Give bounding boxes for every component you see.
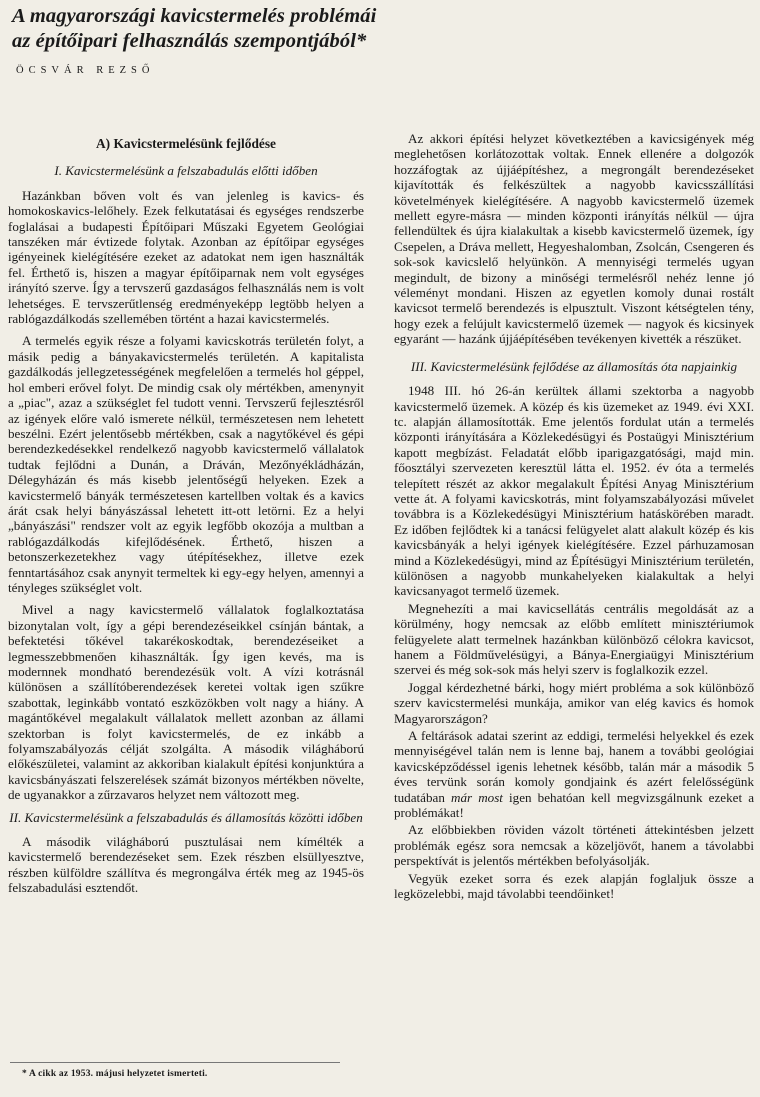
- paragraph: Mivel a nagy kavicstermelő vállalatok foglalkoztatása bizonytalan volt, így a gépi berendezéseikkel csínján bántak, a befektetési tőkével takarékoskodtak, berendezéseiket a legmesszebbmenően kihasználták. Így igen kevés, ma is modernnek mondható berendezésük volt. A vízi kotrásnál különösen a szállítóberendezések keretei voltak igen szűkre szabottak, leginkább vontató eszközökben volt nagy a hiány. A magántőkével megalakult vállalatok mellett azonban az állami szektorban is folyt kavicstermelés, de ez inkább a folyamszabályozás célját szolgálta. A második világháború előkészületei, valamint az akkoriban kialakult építési konjunktúra a kavicsbányászati felszerelések számát bizonyos mértékben növelte, de ugyanakkor a zűrzavaros helyzet nem változott meg.: [8, 602, 364, 803]
- paragraph-text: A feltárások adatai szerint az eddigi, termelési helyekkel és ezek mennyiségével talán nem is lenne baj, hanem a további geológiai kavicsképződéssel igenis lehetnek később, talán már a második 5 éves tervünk során komoly gondjaink és azért felelősségünk tudatában: [394, 728, 754, 805]
- title-line-1: A magyarországi kavicstermelés problémái: [12, 5, 377, 27]
- subheading-2: II. Kavicstermelésünk a felszabadulás és államosítás közötti időben: [9, 809, 363, 825]
- section-a-heading: A) Kavicstermelésünk fejlődése: [96, 136, 276, 151]
- paragraph: Az akkori építési helyzet következtében a kavicsigények még meglehetősen korlátozottak voltak. Ennek ellenére a dolgozók hozzáfogtak az újjáépítéshez, a megrongált berendezéseket kijavították és felkészültek a nagyobb kavicsszállítási követelmények kielégítésére. A nagyobb kavicstermelő üzemek mellett egyre-másra — minden központi irányítás nélkül — újra fellendültek és újra kialakultak a kisebb kavicstermelő üzemek, így Csepelen, a Dráva mellett, Hegyeshalomban, Zsolcán, Csengeren és sok-sok kavicslelő helyünkön. A mennyiségi termelés ugyan megindult, de bizony a minőségi termelésről nehéz lenne jó véleményt mondani. Hiszen az egyetlen komoly dunai rostált kavicsot termelő berendezés is elpusztult. Viszont kétségtelen tény, hogy ezek a felújult kavicstermelő üzemek — nagyok és kicsinyek egyaránt — hazánk újjáépítésében tevékenyen kivették a részüket.: [394, 131, 754, 347]
- paragraph: Hazánkban bőven volt és van jelenleg is kavics- és homokoskavics-lelőhely. Ezek felkutatásai és egységes rendszerbe foglalásai a budapesti Építőipari Műszaki Egyetem Geológiai tanszéken már évtizede folytak. Azonban az építőipar egységes igényeinek kielégítésére ezeket az adatokat nem igen használták fel. Érthető is, hiszen a magyar építőiparnak nem volt egységes irányító szerve. Így a tervszerű gazdaságos felhasználás nem is volt lehetséges. E tervszerűtlenség eredményeképp legtöbb helyen a rablógazdálkodás szellemében történt a hazai kavicstermelés.: [8, 187, 364, 327]
- title-line-2: az építőipari felhasználás szempontjából*: [12, 30, 367, 52]
- author-name: ÖCSVÁR REZSŐ: [16, 65, 155, 76]
- paragraph: A termelés egyik része a folyami kavicskotrás területén folyt, a másik pedig a bányakavicstermelés területén. A kapitalista gazdálkodás jellegzetességének megfelelően a termelés hol géppel, hol emberi erővel folyt. De mindig csak oly mértékben, amenynyit a „piac", azaz a szükséglet fel tudott venni. Tervszerű fejlesztésről az igények előre való ismerete nélkül, természetesen nem lehetett beszélni. Ezért jelentősebb mértékben, csak a nagytőkével és gépi berendezkedésekkel rendelkező nagyobb kavicstermelő vállalatok tudtak fejlődni a Dunán, a Dráván, Mezőnyékládházán, Délegyházán és más kisebb jelentőségű helyeken. Ezek a kavicstermelő bányák természetesen kartellben voltak és a kavics árát csak helyi bányászással lehetett itt-ott letörni. Ez a helyi „bányászási" rendszer volt az egyik legfőbb okozója a multban a rablógazdálkodás kifejlődésének. Érthető, hiszen a betonszerkezetekhez vagy útépítésekhez, illetve ezek fenntartásához csak anynyit termeltek ki egy-egy helyen, amennyi a tényleges szükséglet volt.: [8, 333, 364, 595]
- paragraph: Vegyük ezeket sorra és ezek alapján foglaljuk össze a legközelebbi, majd távolabbi teendőinket!: [394, 870, 754, 902]
- paragraph: 1948 III. hó 26-án kerültek állami szektorba a nagyobb kavicstermelő üzemek. A közép és kis üzemeket az 1949. évi XXI. tc. alapján államosították. Eme jelentős fordulat után a termelés központi irányítására a Közlekedésügyi és Postaügyi Minisztérium kapott megbízást. Feladatát előbb iparigazgatósági, majd min. főosztályi szervezeten keresztül látta el. 1952. év óta a termelés telepített részét az akkor megalakult Építési Anyag Minisztérium vette át. A folyami kavicskotrás, mint folyamszabályozási művelet továbbra is a Közlekedésügyi Minisztérium hatáskörében maradt. Ez időben fejlődtek ki a tanácsi felügyelet alatt alakult közép és kis kavicsbányák a helyi igények kielégítésére. Ezzel párhuzamosan mind a Közlekedésügyi, mind az Építésügyi Minisztérium területén, különösen a nagyobb munkahelyeken kialakultak a helyi kavicsanyagot termelő üzemek.: [394, 383, 754, 599]
- paragraph: Az előbbiekben röviden vázolt történeti áttekintésben jelzett problémák egész sora nemcsak a közeljövőt, hanem a távolabbi perspektívát is jelentős mértékben befolyásolják.: [394, 822, 754, 869]
- paragraph: A második világháború pusztulásai nem kímélték a kavicstermelő berendezéseket sem. Ezek részben elsüllyesztve, részben külföldre szállítva és megrongálva érték meg az 1945-ös felszabadulási esztendőt.: [8, 834, 364, 896]
- left-column: [8, 130, 364, 896]
- emphasis-text: már most: [451, 789, 503, 805]
- paragraph: Joggal kérdezhetné bárki, hogy miért probléma a sok különböző szerv kavicstermelési munkája, amikor van elég kavics és homok Magyarországon?: [394, 679, 754, 726]
- footnote: * A cikk az 1953. májusi helyzetet ismerteti.: [22, 1069, 208, 1079]
- paragraph: [394, 728, 754, 820]
- paragraph: Megnehezíti a mai kavicsellátás centrális megoldását az a körülmény, hogy nemcsak az előbb említett minisztériumok felügyelete alatt termelnek hazánkban különböző célokra kavicsot, hanem a Földművelésügyi, a Bánya-Energiaügyi Minisztérium szervei és még sok-sok más helyi szerv is foglalkozik ezzel.: [394, 600, 754, 678]
- subheading-1: I. Kavicstermelésünk a felszabadulás előtti időben: [54, 163, 318, 179]
- article-title: [12, 4, 752, 54]
- footnote-divider: [10, 1062, 340, 1063]
- right-column: [394, 131, 754, 902]
- paragraph-text: igen behatóan kell megvizsgálnunk ezeket a problémákat!: [394, 789, 755, 821]
- subheading-3: III. Kavicstermelésünk fejlődése az államosítás óta napjainkig: [410, 358, 738, 374]
